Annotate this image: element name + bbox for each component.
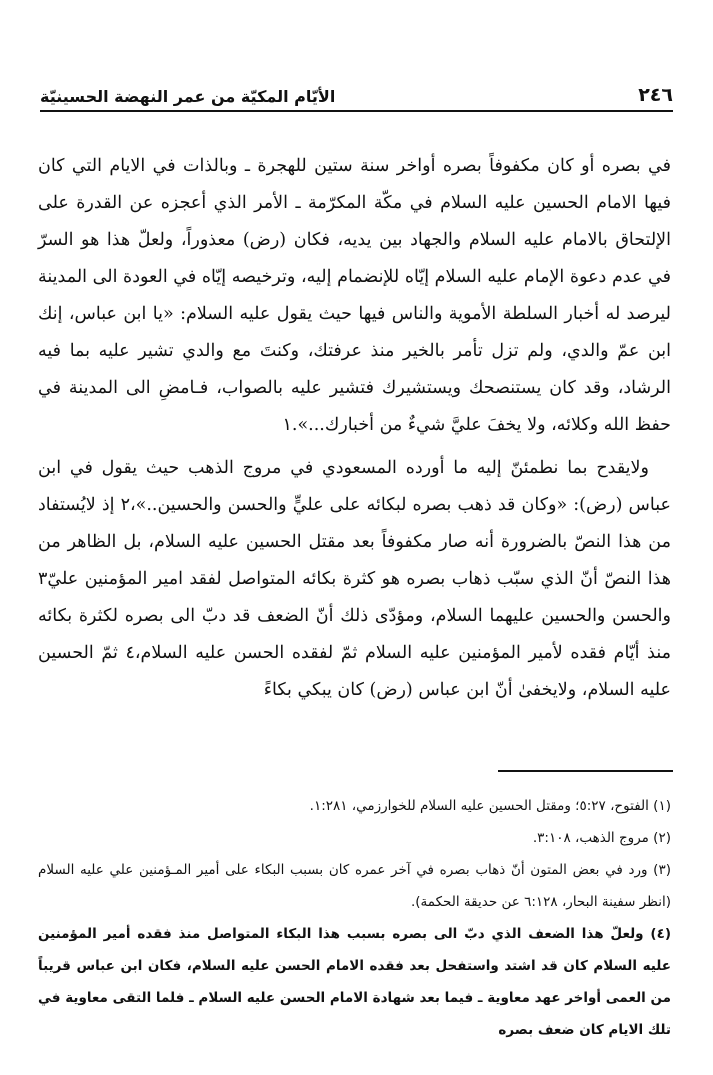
footnote-1: (١) الفتوح، ٥:٢٧؛ ومقتل الحسين عليه السلام للخوارزمي، ١:٢٨١. <box>309 798 671 814</box>
footnote-3: (٣) ورد في بعض المتون أنّ ذهاب بصره في آخر عمره كان بسبب البكاء على أمير المـؤمنين علي عليه السلام (انظر سفينة البحار، ٦:١٢٨ عن حديقة الحكمة). <box>38 862 671 910</box>
footnote-rule <box>498 770 673 772</box>
footnote-2: (٢) مروج الذهب، ٣:١٠٨. <box>532 830 671 846</box>
footnotes <box>38 790 671 1046</box>
main-text <box>38 148 671 709</box>
page-number: ٢٤٦ <box>638 84 673 106</box>
running-title: الأيّام المكيّة من عمر النهضة الحسينيّة <box>40 87 336 106</box>
header-rule <box>40 110 673 112</box>
footnote-4: (٤) ولعلّ هذا الضعف الذي دبّ الى بصره بسبب هذا البكاء المتواصل منذ فقده أمير المؤمنين عليه السلام كان قد اشتد واستفحل بعد فقده الامام الحسن عليه السلام، فكان ابن عباس قريباً من العمى أواخر عهد معاوية ـ فيما بعد شهادة الامام الحسن عليه السلام ـ فلما التقى معاوية في تلك الايام كان ضعف بصره <box>38 926 671 1038</box>
paragraph-2: ولايقدح بما نطمئنّ إليه ما أورده المسعودي في مروج الذهب حيث يقول في ابن عباس (رض): «وكان قد ذهب بصره لبكائه على عليٍّ والحسن والحسين..»،٢ إذ لايُستفاد من هذا النصّ بالضرورة أنه صار مكفوفاً بعد مقتل الحسين عليه السلام، بل الظاهر من هذا النصّ أنّ الذي سبّب ذهاب بصره هو كثرة بكائه المتواصل لفقد امير المؤمنين عليّ٣ والحسن والحسين عليهما السلام، ومؤدّى ذلك أنّ الضعف قد دبّ الى بصره لكثرة بكائه منذ أيّام فقده لأمير المؤمنين عليه السلام ثمّ لفقده الحسن عليه السلام،٤ ثمّ الحسين عليه السلام، ولايخفىٰ أنّ ابن عباس (رض) كان يبكي بكاءً <box>38 458 671 700</box>
running-header <box>40 78 673 106</box>
paragraph-1: في بصره أو كان مكفوفاً بصره أواخر سنة ستين للهجرة ـ وبالذات في الايام التي كان فيها الامام الحسين عليه السلام في مكّة المكرّمة ـ الأمر الذي أعجزه عن القدرة على الإلتحاق بالامام عليه السلام والجهاد بين يديه، فكان (رض) معذوراً، ولعلّ هذا هو السرّ في عدم دعوة الإمام عليه السلام إيّاه للإنضمام إليه، وترخيصه إيّاه في العودة الى المدينة ليرصد له أخبار السلطة الأموية والناس فيها حيث يقول عليه السلام: «يا ابن عباس، إنك ابن عمّ والدي، ولم تزل تأمر بالخير منذ عرفتك، وكنتَ مع والدي تشير عليه بما فيه الرشاد، وقد كان يستنصحك ويستشيرك فتشير عليه بالصواب، فـامضِ الى المدينة في حفظ الله وكلائه، ولا يخفَ عليَّ شيءٌ من أخبارك...».١ <box>38 156 671 435</box>
